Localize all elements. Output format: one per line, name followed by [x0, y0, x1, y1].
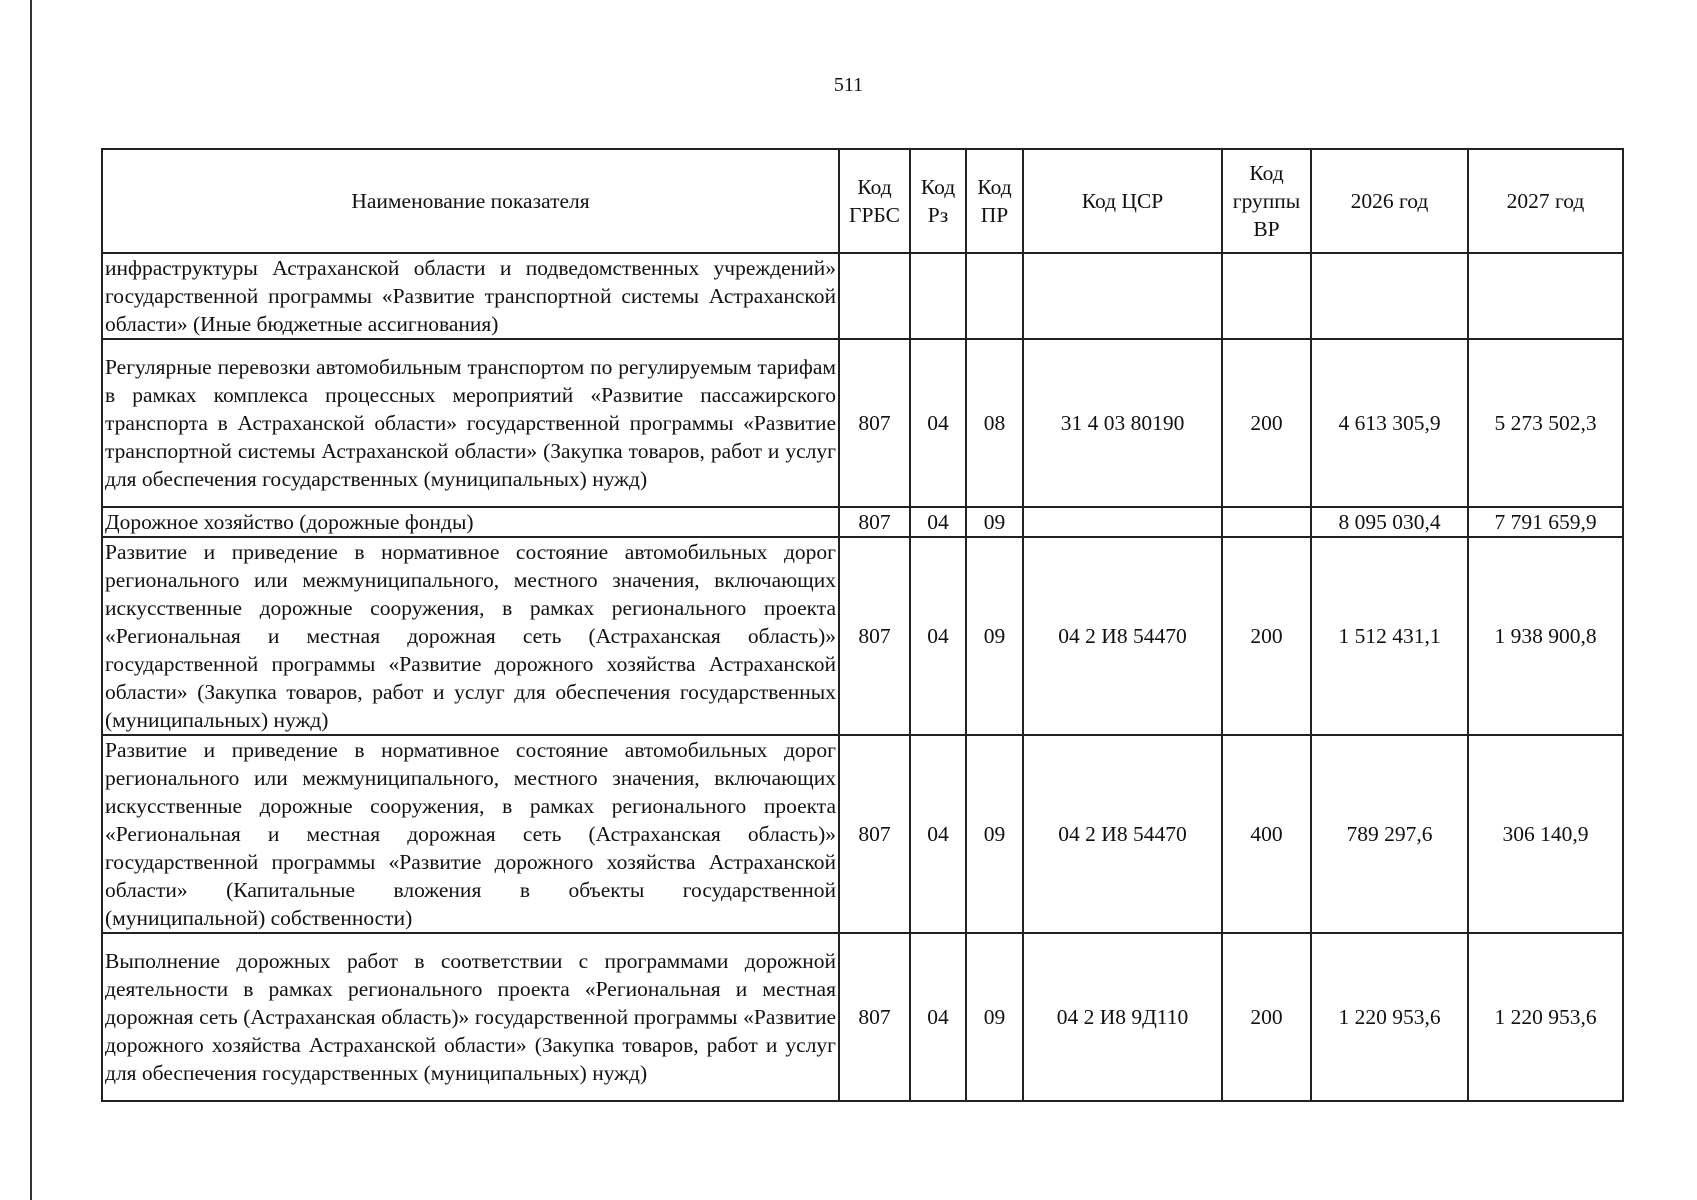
row-2026: 8 095 030,4	[1311, 507, 1468, 537]
header-pr: Код ПР	[966, 149, 1023, 253]
row-csr	[1023, 253, 1222, 339]
row-vr: 200	[1222, 537, 1311, 735]
row-2027: 306 140,9	[1468, 735, 1623, 933]
row-2026: 789 297,6	[1311, 735, 1468, 933]
budget-table	[101, 148, 1624, 1102]
header-vr: Код группы ВР	[1222, 149, 1311, 253]
row-grbs: 807	[839, 339, 910, 507]
header-row	[102, 149, 1623, 253]
row-csr: 04 2 И8 9Д110	[1023, 933, 1222, 1101]
row-name: инфраструктуры Астраханской области и подведомственных учреждений» государственной программы «Развитие транспортной системы Астраханской области» (Иные бюджетные ассигнования)	[102, 253, 839, 339]
header-csr: Код ЦСР	[1023, 149, 1222, 253]
row-2026: 1 220 953,6	[1311, 933, 1468, 1101]
row-csr: 04 2 И8 54470	[1023, 735, 1222, 933]
row-pr: 09	[966, 735, 1023, 933]
row-grbs: 807	[839, 735, 910, 933]
row-grbs	[839, 253, 910, 339]
table-row	[102, 339, 1623, 507]
row-2027	[1468, 253, 1623, 339]
header-rz: Код Рз	[910, 149, 966, 253]
header-grbs: Код ГРБС	[839, 149, 910, 253]
table-row	[102, 253, 1623, 339]
row-grbs: 807	[839, 933, 910, 1101]
row-vr	[1222, 507, 1311, 537]
row-rz	[910, 253, 966, 339]
row-2026: 1 512 431,1	[1311, 537, 1468, 735]
row-pr: 09	[966, 507, 1023, 537]
row-rz: 04	[910, 933, 966, 1101]
row-rz: 04	[910, 507, 966, 537]
row-pr: 08	[966, 339, 1023, 507]
row-pr: 09	[966, 933, 1023, 1101]
row-grbs: 807	[839, 537, 910, 735]
header-2027: 2027 год	[1468, 149, 1623, 253]
row-csr: 31 4 03 80190	[1023, 339, 1222, 507]
budget-table-container	[101, 148, 1622, 1102]
row-grbs: 807	[839, 507, 910, 537]
row-name: Выполнение дорожных работ в соответствии с программами дорожной деятельности в рамках регионального проекта «Региональная и местная дорожная сеть (Астраханская область)» государственной программы «Развитие дорожного хозяйства Астраханской области» (Закупка товаров, работ и услуг для обеспечения государственных (муниципальных) нужд)	[102, 933, 839, 1101]
row-vr: 200	[1222, 933, 1311, 1101]
row-2026	[1311, 253, 1468, 339]
row-2027: 7 791 659,9	[1468, 507, 1623, 537]
row-name: Регулярные перевозки автомобильным транспортом по регулируемым тарифам в рамках комплекса процессных мероприятий «Развитие пассажирского транспорта в Астраханской области» государственной программы «Развитие транспортной системы Астраханской области» (Закупка товаров, работ и услуг для обеспечения государственных (муниципальных) нужд)	[102, 339, 839, 507]
row-vr: 200	[1222, 339, 1311, 507]
row-rz: 04	[910, 735, 966, 933]
header-name: Наименование показателя	[102, 149, 839, 253]
row-2027: 1 220 953,6	[1468, 933, 1623, 1101]
row-2026: 4 613 305,9	[1311, 339, 1468, 507]
table-row	[102, 735, 1623, 933]
row-rz: 04	[910, 339, 966, 507]
row-rz: 04	[910, 537, 966, 735]
header-2026: 2026 год	[1311, 149, 1468, 253]
row-pr	[966, 253, 1023, 339]
table-row	[102, 933, 1623, 1101]
row-vr	[1222, 253, 1311, 339]
scan-edge-line	[30, 0, 32, 1200]
row-name: Развитие и приведение в нормативное состояние автомобильных дорог регионального или межмуниципального, местного значения, включающих искусственные дорожные сооружения, в рамках регионального проекта «Региональная и местная дорожная сеть (Астраханская область)» государственной программы «Развитие дорожного хозяйства Астраханской области» (Капитальные вложения в объекты государственной (муниципальной) собственности)	[102, 735, 839, 933]
row-pr: 09	[966, 537, 1023, 735]
row-csr: 04 2 И8 54470	[1023, 537, 1222, 735]
row-name: Развитие и приведение в нормативное состояние автомобильных дорог регионального или межмуниципального, местного значения, включающих искусственные дорожные сооружения, в рамках регионального проекта «Региональная и местная дорожная сеть (Астраханская область)» государственной программы «Развитие дорожного хозяйства Астраханской области» (Закупка товаров, работ и услуг для обеспечения государственных (муниципальных) нужд)	[102, 537, 839, 735]
row-csr	[1023, 507, 1222, 537]
row-2027: 1 938 900,8	[1468, 537, 1623, 735]
row-name: Дорожное хозяйство (дорожные фонды)	[102, 507, 839, 537]
page-number: 511	[833, 74, 864, 96]
table-row	[102, 537, 1623, 735]
row-2027: 5 273 502,3	[1468, 339, 1623, 507]
row-vr: 400	[1222, 735, 1311, 933]
table-row	[102, 507, 1623, 537]
